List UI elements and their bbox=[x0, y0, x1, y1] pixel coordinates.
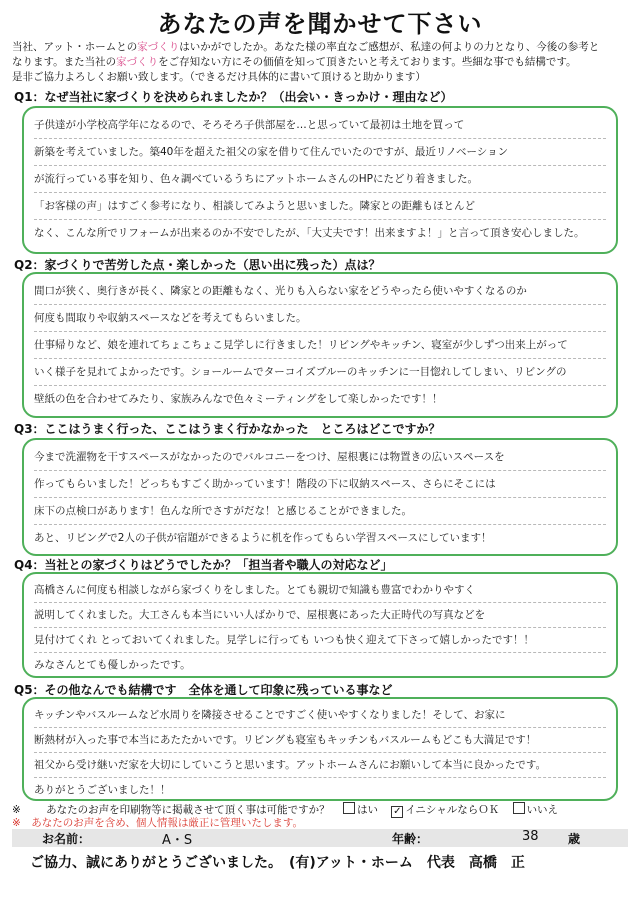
age-unit: 歳 bbox=[568, 832, 581, 846]
option-yes-label: はい bbox=[357, 804, 378, 816]
answer-line: 見付けてくれ とっておいてくれました。見学しに行っても いつも快く迎えて下さって嬉しかったです！！ bbox=[34, 628, 606, 653]
name-value[interactable]: A・S bbox=[162, 833, 193, 848]
answer-line: あと、リビングで2人の子供が宿題ができるように机を作ってもらい学習スペースにしています！ bbox=[34, 532, 492, 544]
intro-highlight: 家づくり bbox=[116, 56, 159, 68]
intro-text-part: はいかがでしたか。あなた様の率直なご感想が、私達の何よりの力となり、今後の参考と bbox=[179, 41, 600, 53]
answer-line: みなさんとても優しかったです。 bbox=[34, 659, 191, 671]
answer-line: 祖父から受け継いだ家を大切にしていこうと思います。アットホームさんにお願いして本当に良かったです。 bbox=[34, 753, 606, 778]
intro-highlight: 家づくり bbox=[137, 41, 180, 53]
checkbox-yes[interactable] bbox=[343, 802, 355, 814]
answer-line: 作ってもらいました！どっちもすごく助かっています！階段の下に収納スペース、さらにそこには bbox=[34, 471, 606, 498]
answer-line: キッチンやバスルームなど水周りを隣接させることですごく使いやすくなりました！そして、お家に bbox=[34, 703, 606, 728]
answer-line: いく様子を見れてよかったです。ショールームでターコイズブルーのキッチンに一目惚れしてしまい、リビングの bbox=[34, 359, 606, 386]
answer-line: 断熱材が入った事で本当にあたたかいです。リビングも寝室もキッチンもバスルームもどこも大満足です！ bbox=[34, 728, 606, 753]
intro-line-1 bbox=[12, 40, 632, 55]
q5-label: Q5：その他なんでも結構です 全体を通して印象に残っている事など bbox=[14, 683, 393, 697]
name-age-bar bbox=[12, 829, 628, 847]
q4-label: Q4：当社との家づくりはどうでしたか？「担当者や職人の対応など」 bbox=[14, 558, 393, 572]
answer-line: 何度も間取りや収納スペースなどを考えてもらいました。 bbox=[34, 305, 606, 332]
footer-thanks: ご協力、誠にありがとうございました。 (有)アット・ホーム 代表 高橋 正 bbox=[30, 855, 525, 871]
answer-line: なく、こんな所でリフォームが出来るのか不安でしたが、「大丈夫です！出来ますよ！」と言って頂き安心しました。 bbox=[34, 227, 585, 239]
q3-answer-box bbox=[22, 438, 618, 556]
permission-question-text: あなたのお声を印刷物等に掲載させて頂く事は可能ですか？ bbox=[46, 804, 330, 816]
q1-answer-box bbox=[22, 106, 618, 254]
intro-text-part: をご存知ない方にその価値を知って頂きたいと考えております。些細な事でも結構です。 bbox=[158, 56, 577, 68]
option-initial-label: イニシャルならＯＫ bbox=[405, 804, 500, 816]
answer-line: 仕事帰りなど、娘を連れてちょこちょこ見学しに行きました！リビングやキッチン、寝室が少しずつ出来上がって bbox=[34, 332, 606, 359]
answer-line: 今まで洗濯物を干すスペースがなかったのでバルコニーをつけ、屋根裏には物置きの広いスペースを bbox=[34, 444, 606, 471]
checkbox-initial[interactable]: ✓ bbox=[393, 806, 402, 817]
intro-text-part: 当社、アット・ホームとの bbox=[12, 41, 138, 53]
answer-line: 床下の点検口があります！色んな所でさすがだな！と感じることができました。 bbox=[34, 498, 606, 525]
q4-answer-box bbox=[22, 572, 618, 678]
page-title: あなたの声を聞かせて下さい bbox=[157, 10, 483, 38]
answer-line: 説明してくれました。大工さんも本当にいい人ばかりで、屋根裏にあった大正時代の写真などを bbox=[34, 603, 606, 628]
intro-text bbox=[12, 40, 632, 85]
q2-answer-box bbox=[22, 272, 618, 418]
answer-line: ありがとうございました！！ bbox=[34, 784, 171, 796]
name-label: お名前： bbox=[42, 832, 91, 846]
option-no-label: いいえ bbox=[526, 804, 559, 816]
age-value[interactable]: 38 bbox=[522, 829, 539, 844]
q3-label: Q3：ここはうまく行った、ここはうまく行かなかった ところはどこですか？ bbox=[14, 422, 441, 436]
privacy-note: ※ あなたのお声を含め、個人情報は厳正に管理いたします。 bbox=[12, 817, 304, 829]
q2-label: Q2：家づくりで苦労した点・楽しかった（思い出に残った）点は？ bbox=[14, 258, 381, 272]
answer-line: 子供達が小学校高学年になるので、そろそろ子供部屋を…と思っていて最初は土地を買って bbox=[34, 112, 606, 139]
answer-line: 「お客様の声」はすごく参考になり、相談してみようと思いました。隣家との距離もほとんど bbox=[34, 193, 606, 220]
q1-label: Q1：なぜ当社に家づくりを決められましたか？（出会い・きっかけ・理由など） bbox=[14, 90, 453, 104]
checkbox-no[interactable] bbox=[513, 802, 525, 814]
permission-mark: ※ bbox=[12, 804, 21, 816]
age-label: 年齢： bbox=[392, 832, 429, 846]
answer-line: 壁紙の色を合わせてみたり、家族みんなで色々ミーティングをして楽しかったです！！ bbox=[34, 393, 443, 405]
answer-line: 新築を考えていました。築40年を超えた祖父の家を借りて住んでいたのですが、最近リノベーション bbox=[34, 139, 606, 166]
answer-line: 間口が狭く、奥行きが長く、隣家との距離もなく、光りも入らない家をどうやったら使いやすくなるのか bbox=[34, 278, 606, 305]
intro-text-part: なります。また当社の bbox=[12, 56, 117, 68]
q5-answer-box bbox=[22, 697, 618, 801]
answer-line: 高橋さんに何度も相談しながら家づくりをしました。とても親切で知識も豊富でわかりやすく bbox=[34, 578, 606, 603]
intro-line-2 bbox=[12, 55, 632, 70]
answer-line: が流行っている事を知り、色々調べているうちにアットホームさんのHPにたどり着きました。 bbox=[34, 166, 606, 193]
intro-line-3: 是非ご協力よろしくお願い致します。（できるだけ具体的に書いて頂けると助かります） bbox=[12, 71, 426, 83]
